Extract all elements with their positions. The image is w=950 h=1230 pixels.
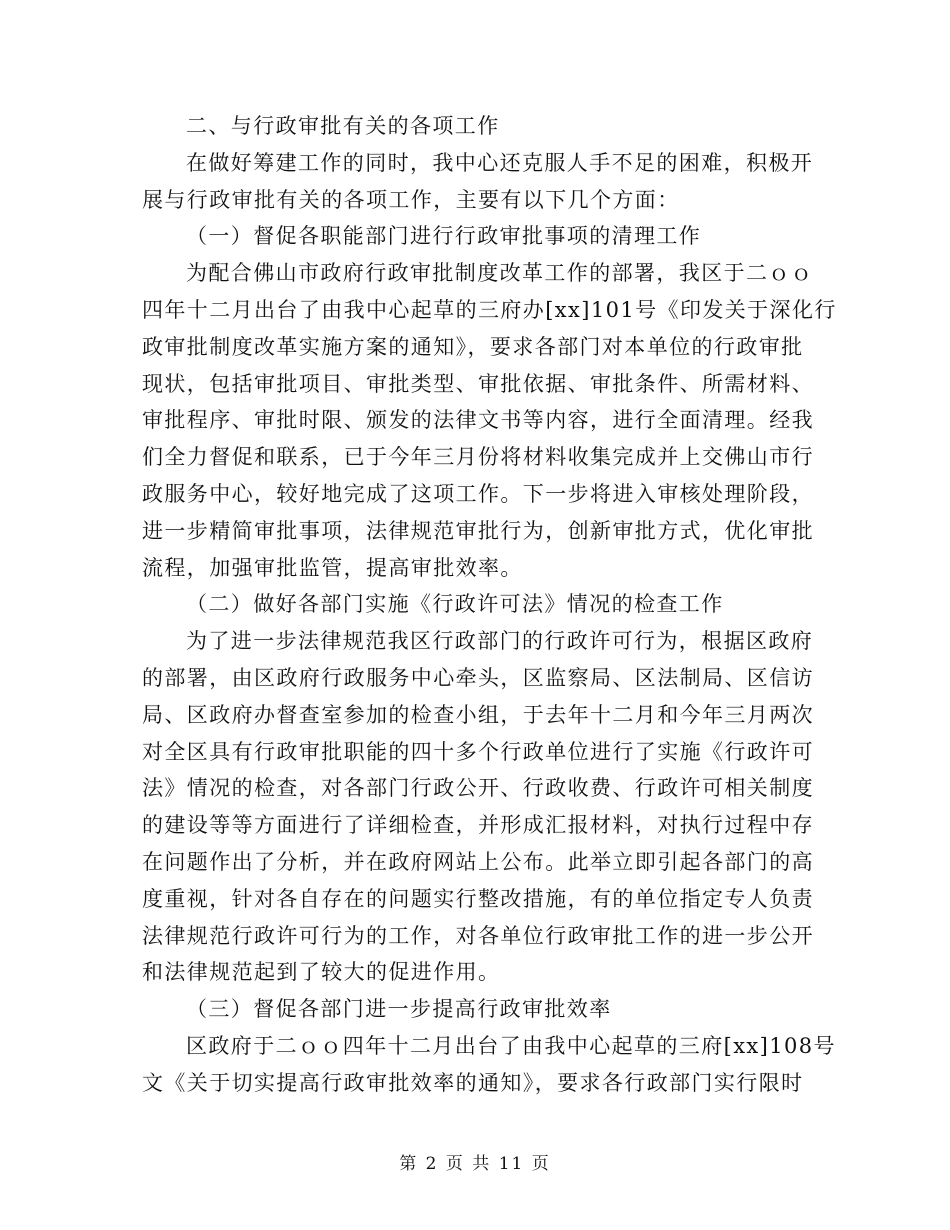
paragraph-line: 的部署，由区政府行政服务中心牵头，区监察局、区法制局、区信访 — [142, 665, 814, 690]
paragraph-line: 和法律规范起到了较大的促进作用。 — [142, 960, 501, 985]
paragraph-line: 在问题作出了分析，并在政府网站上公布。此举立即引起各部门的高 — [142, 849, 814, 874]
document-body — [142, 108, 837, 1102]
paragraph-line: 流程，加强审批监管，提高审批效率。 — [142, 555, 523, 580]
paragraph-line: 为了进一步法律规范我区行政部门的行政许可行为，根据区政府 — [186, 629, 814, 654]
paragraph-line: 现状，包括审批项目、审批类型、审批依据、审批条件、所需材料、 — [142, 371, 814, 396]
paragraph-line: 审批程序、审批时限、颁发的法律文书等内容，进行全面清理。经我 — [142, 408, 814, 433]
subsection-heading: （三）督促各部门进一步提高行政审批效率 — [186, 997, 612, 1022]
section-heading: 二、与行政审批有关的各项工作 — [186, 114, 500, 138]
subsection-heading: （一）督促各职能部门进行行政审批事项的清理工作 — [186, 224, 702, 249]
paragraph-line: 对全区具有行政审批职能的四十多个行政单位进行了实施《行政许可 — [142, 739, 814, 764]
paragraph-line: 文《关于切实提高行政审批效率的通知》，要求各行政部门实行限时 — [142, 1070, 804, 1095]
paragraph-line: 政审批制度改革实施方案的通知》，要求各部门对本单位的行政审批 — [142, 334, 804, 359]
paragraph-line: 度重视，针对各自存在的问题实行整改措施，有的单位指定专人负责 — [142, 886, 814, 911]
paragraph-line: 法》情况的检查，对各部门行政公开、行政收费、行政许可相关制度 — [142, 776, 814, 801]
paragraph-line: 在做好筹建工作的同时，我中心还克服人手不足的困难，积极开 — [186, 150, 814, 175]
paragraph-line: 展与行政审批有关的各项工作，主要有以下几个方面： — [142, 187, 680, 212]
paragraph-line: 法律规范行政许可行为的工作，对各单位行政审批工作的进一步公开 — [142, 923, 814, 948]
paragraph-line: 四年十二月出台了由我中心起草的三府办[xx]101号《印发关于深化行 — [142, 297, 837, 322]
paragraph-line: 们全力督促和联系，已于今年三月份将材料收集完成并上交佛山市行 — [142, 445, 814, 470]
paragraph-line: 区政府于二ｏｏ四年十二月出台了由我中心起草的三府[xx]108号 — [186, 1033, 836, 1058]
paragraph-line: 进一步精简审批事项，法律规范审批行为，创新审批方式，优化审批 — [142, 518, 814, 543]
page-footer: 第 2 页 共 11 页 — [399, 1154, 551, 1174]
subsection-heading: （二）做好各部门实施《行政许可法》情况的检查工作 — [186, 592, 724, 617]
paragraph-line: 政服务中心，较好地完成了这项工作。下一步将进入审核处理阶段， — [142, 481, 814, 506]
paragraph-line: 为配合佛山市政府行政审批制度改革工作的部署，我区于二ｏｏ — [186, 261, 814, 286]
paragraph-line: 的建设等等方面进行了详细检查，并形成汇报材料，对执行过程中存 — [142, 813, 814, 838]
paragraph-line: 局、区政府办督查室参加的检查小组，于去年十二月和今年三月两次 — [142, 702, 814, 727]
